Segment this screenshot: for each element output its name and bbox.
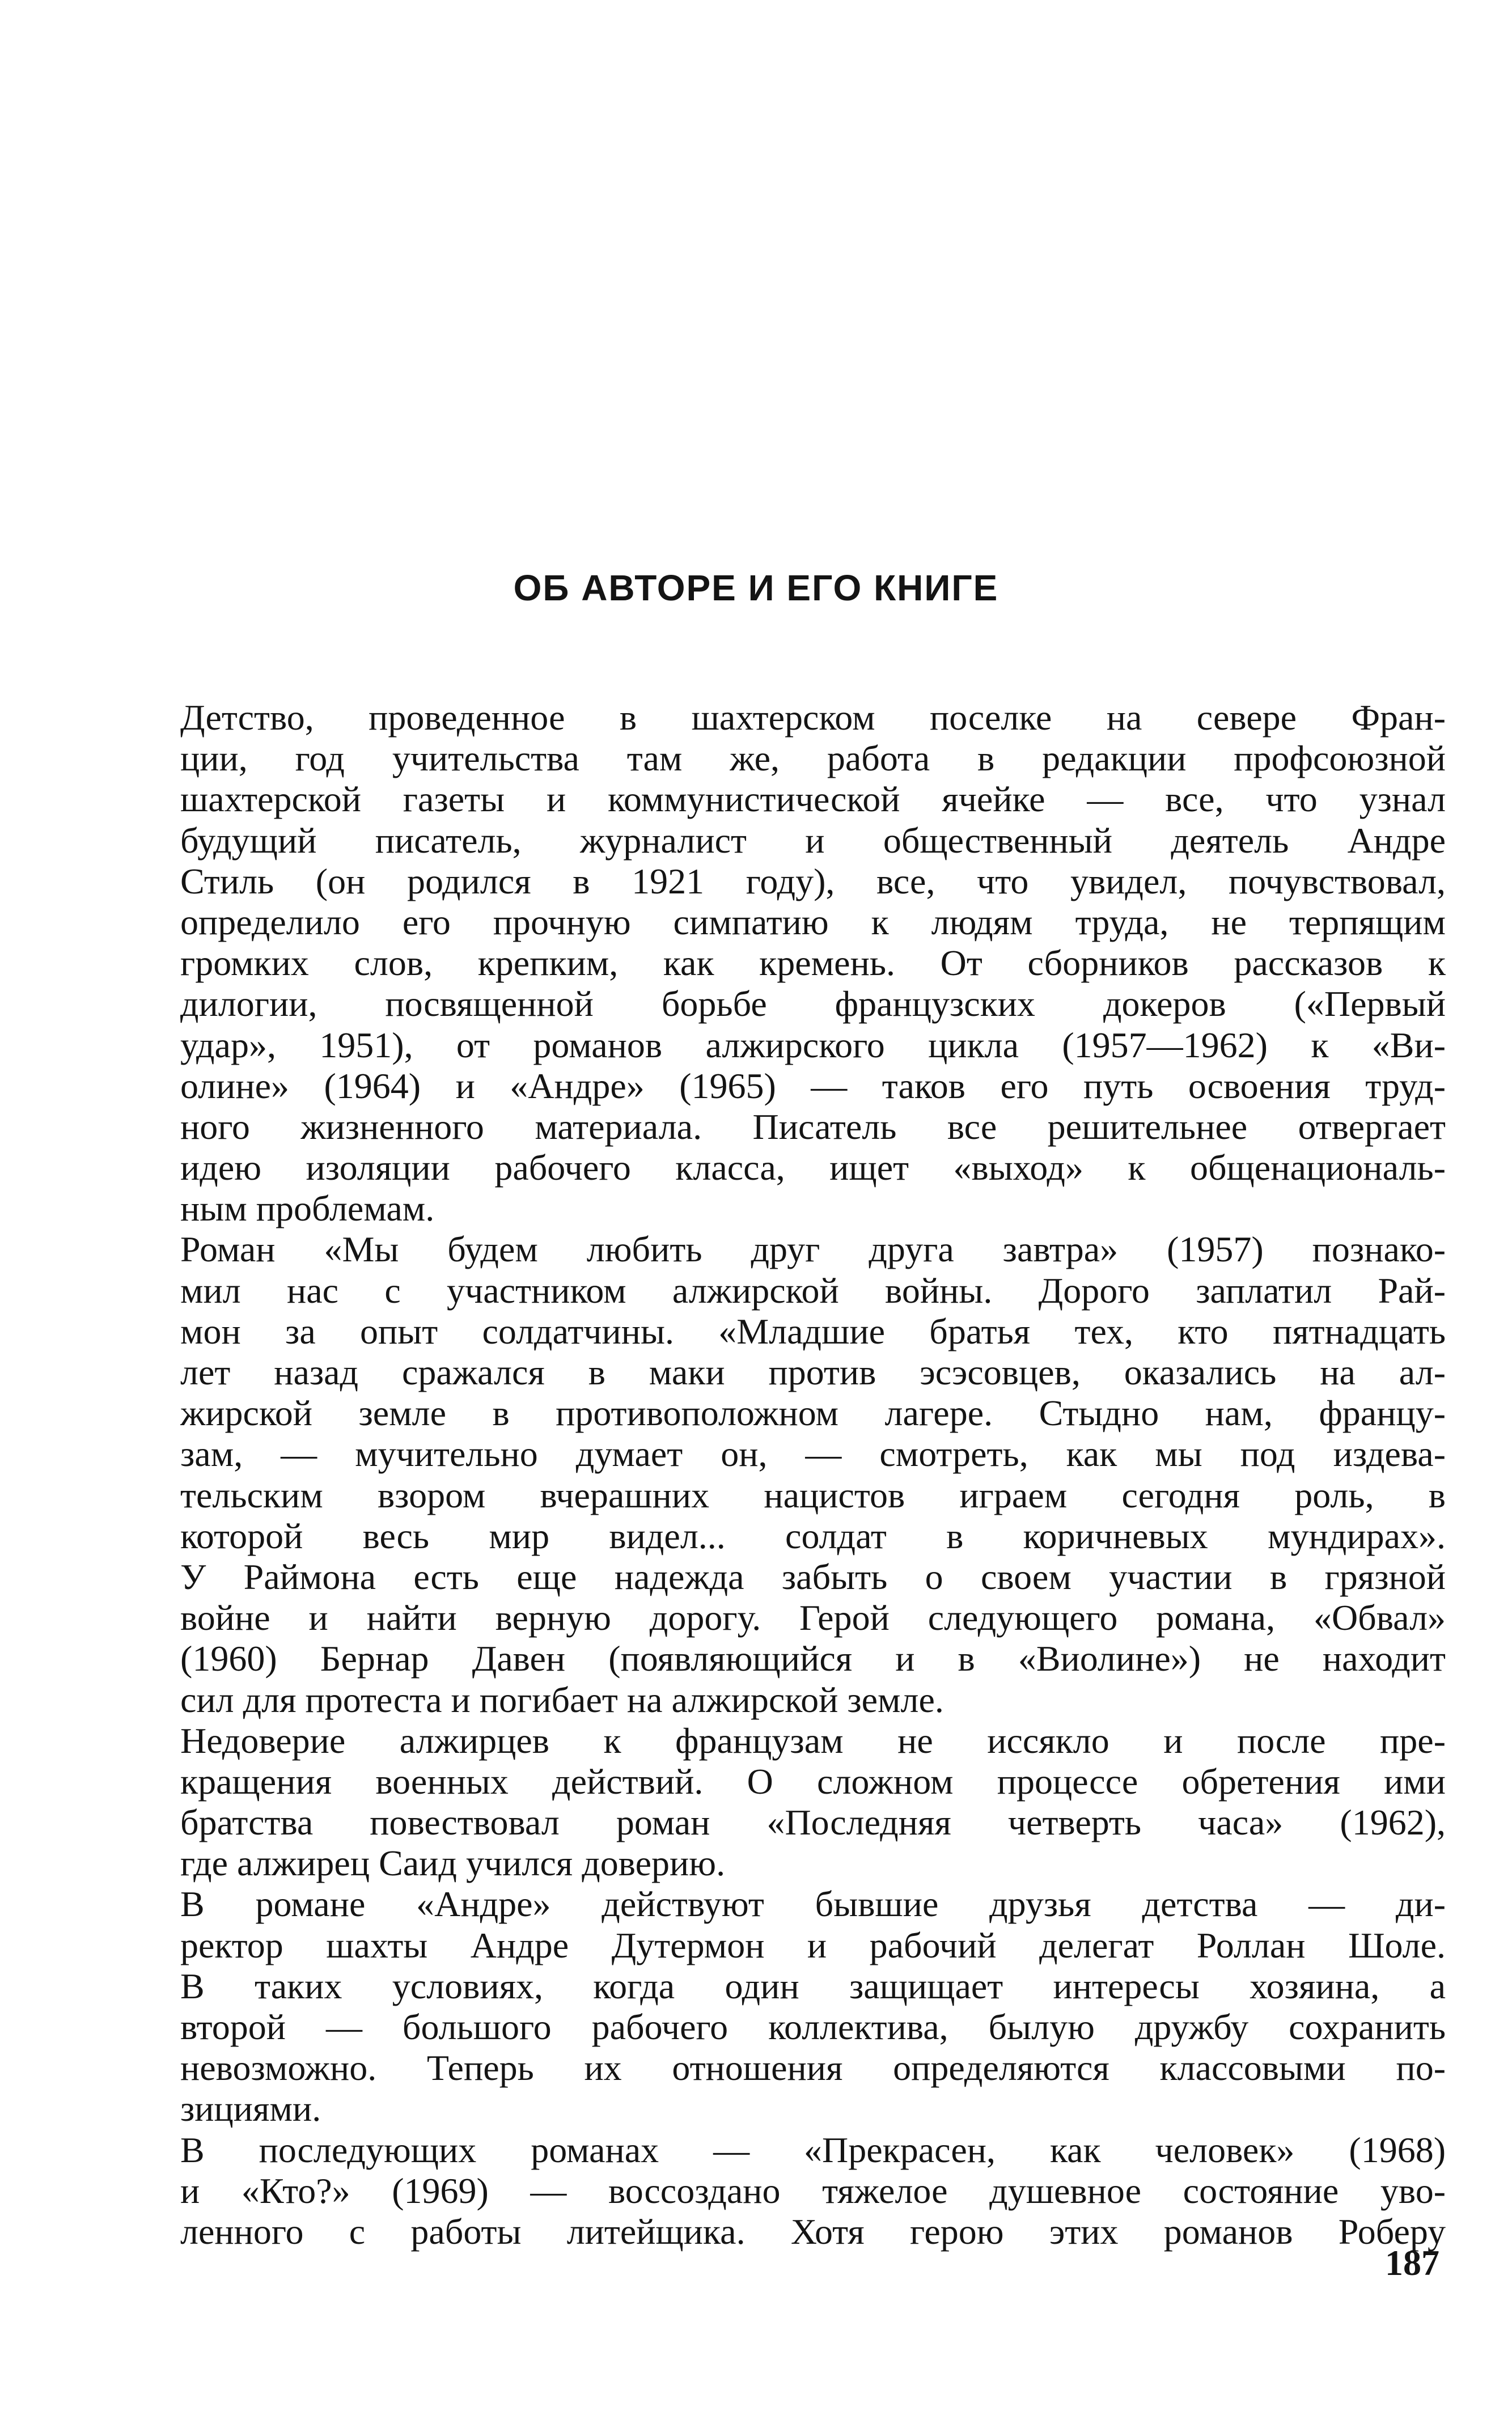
- text-line: которой весь мир видел... солдат в коричневых мундирах».: [180, 1515, 1446, 1556]
- text-line: тельским взором вчерашних нацистов играем сегодня роль, в: [180, 1474, 1446, 1515]
- text-line: мон за опыт солдатчины. «Младшие братья тех, кто пятнадцать: [180, 1311, 1446, 1351]
- text-line: Детство, проведенное в шахтерском поселке на севере Фран-: [180, 697, 1446, 738]
- body-text: [180, 697, 1446, 2252]
- paragraph-4: [180, 1884, 1446, 2129]
- text-line: У Раймона есть еще надежда забыть о своем участии в грязной: [180, 1556, 1446, 1597]
- text-line: дилогии, посвященной борьбе французских докеров («Первый: [180, 984, 1446, 1024]
- text-line: невозможно. Теперь их отношения определяются классовыми по-: [180, 2048, 1446, 2088]
- text-line: громких слов, крепким, как кремень. От сборников рассказов к: [180, 943, 1446, 984]
- paragraph-3: [180, 1721, 1446, 1884]
- text-line: ного жизненного материала. Писатель все решительнее отвергает: [180, 1106, 1446, 1147]
- text-line: мил нас с участником алжирской войны. Дорого заплатил Рай-: [180, 1270, 1446, 1311]
- text-line: второй — большого рабочего коллектива, былую дружбу сохранить: [180, 2007, 1446, 2047]
- text-line: кращения военных действий. О сложном процессе обретения ими: [180, 1761, 1446, 1802]
- text-line: определило его прочную симпатию к людям труда, не терпящим: [180, 901, 1446, 942]
- text-line: В романе «Андре» действуют бывшие друзья детства — ди-: [180, 1884, 1446, 1925]
- text-line: Стиль (он родился в 1921 году), все, что увидел, почувствовал,: [180, 861, 1446, 901]
- page-number: 187: [1385, 2243, 1439, 2283]
- text-line: Недоверие алжирцев к французам не иссякло и после пре-: [180, 1720, 1446, 1761]
- text-line: Роман «Мы будем любить друг друга завтра» (1957) познако-: [180, 1229, 1446, 1270]
- text-line: шахтерской газеты и коммунистической ячейке — все, что узнал: [180, 779, 1446, 820]
- text-line: В таких условиях, когда один защищает интересы хозяина, а: [180, 1965, 1446, 2006]
- text-line: зициями.: [180, 2088, 321, 2129]
- paragraph-5: [180, 2130, 1446, 2253]
- text-line: войне и найти верную дорогу. Герой следующего романа, «Обвал»: [180, 1598, 1446, 1638]
- text-line: зам, — мучительно думает он, — смотреть, как мы под издева-: [180, 1434, 1446, 1474]
- text-line: ции, год учительства там же, работа в редакции профсоюзной: [180, 738, 1446, 779]
- text-line: лет назад сражался в маки против эсэсовцев, оказались на ал-: [180, 1352, 1446, 1392]
- paragraph-2: [180, 1229, 1446, 1720]
- text-line: где алжирец Саид учился доверию.: [180, 1843, 726, 1884]
- text-line: и «Кто?» (1969) — воссоздано тяжелое душевное состояние уво-: [180, 2170, 1446, 2211]
- text-line: ленного с работы литейщика. Хотя герою этих романов Роберу: [180, 2211, 1446, 2252]
- text-line: ным проблемам.: [180, 1188, 435, 1229]
- text-line: братства повествовал роман «Последняя четверть часа» (1962),: [180, 1802, 1446, 1843]
- text-line: В последующих романах — «Прекрасен, как человек» (1968): [180, 2129, 1446, 2170]
- text-line: идею изоляции рабочего класса, ищет «выход» к общенациональ-: [180, 1147, 1446, 1188]
- text-line: жирской земле в противоположном лагере. Стыдно нам, францу-: [180, 1393, 1446, 1434]
- text-line: олине» (1964) и «Андре» (1965) — таков его путь освоения труд-: [180, 1065, 1446, 1106]
- text-line: будущий писатель, журналист и общественный деятель Андре: [180, 820, 1446, 861]
- text-line: удар», 1951), от романов алжирского цикла (1957—1962) к «Ви-: [180, 1024, 1446, 1065]
- paragraph-1: [180, 697, 1446, 1229]
- text-line: (1960) Бернар Давен (появляющийся и в «Виолине») не находит: [180, 1638, 1446, 1679]
- text-line: сил для протеста и погибает на алжирской земле.: [180, 1679, 944, 1720]
- text-line: ректор шахты Андре Дутермон и рабочий делегат Роллан Шоле.: [180, 1925, 1446, 1965]
- section-title: ОБ АВТОРЕ И ЕГО КНИГЕ: [513, 567, 999, 608]
